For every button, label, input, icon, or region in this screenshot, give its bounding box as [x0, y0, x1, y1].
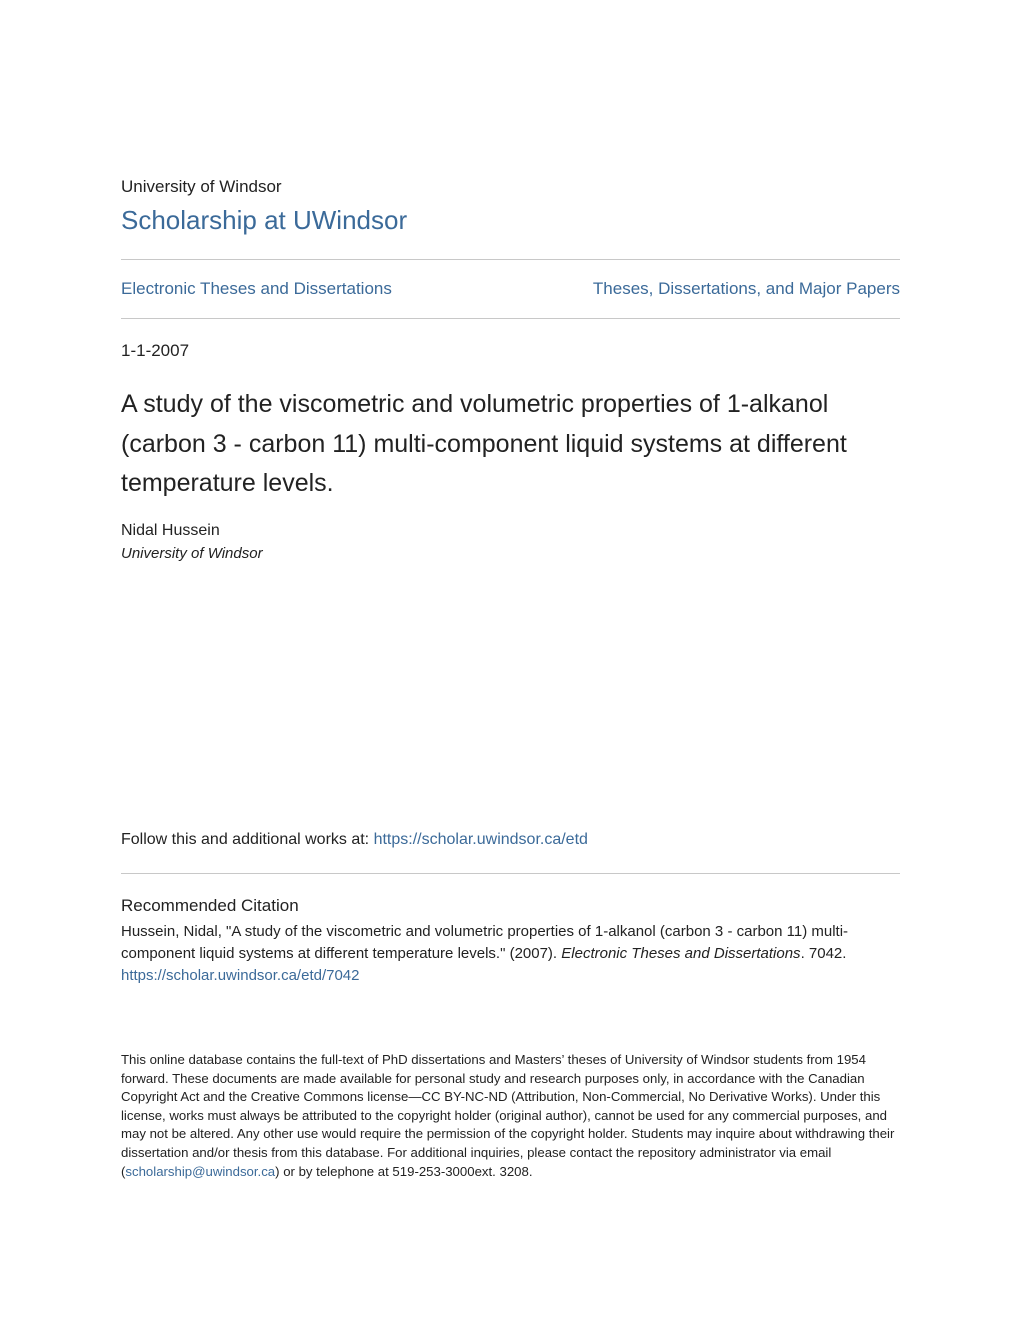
collections-bar: [121, 279, 900, 299]
author-name: Nidal Hussein: [121, 522, 220, 539]
divider-bottom: [121, 873, 900, 874]
institution-name: University of Windsor: [121, 177, 282, 196]
divider-middle: [121, 318, 900, 319]
notice-email-link[interactable]: scholarship@uwindsor.ca: [125, 1163, 276, 1179]
collection-link-parent[interactable]: Theses, Dissertations, and Major Papers: [592, 279, 900, 298]
author-affiliation: University of Windsor: [121, 545, 263, 562]
citation-heading: Recommended Citation: [121, 896, 299, 915]
copyright-notice: [121, 1051, 901, 1181]
divider-top: [121, 259, 900, 260]
document-title: A study of the viscometric and volumetric properties of 1-alkanol (carbon 3 - carbon 11) multi-component liquid systems at different temperature levels.: [121, 390, 847, 497]
citation-number: . 7042.: [800, 945, 847, 962]
citation-body: [121, 921, 901, 987]
repository-link[interactable]: Scholarship at UWindsor: [121, 205, 408, 235]
citation-journal: Electronic Theses and Dissertations: [561, 945, 801, 962]
collection-link-etd[interactable]: Electronic Theses and Dissertations: [121, 279, 392, 298]
follow-label: Follow this and additional works at:: [121, 831, 374, 848]
citation-link[interactable]: https://scholar.uwindsor.ca/etd/7042: [121, 967, 360, 984]
citation-text: Hussein, Nidal, "A study of the viscometric and volumetric properties of 1-alkanol (carbon 3 - carbon 11) multi-component liquid systems at different temperature levels." (2007).: [121, 923, 849, 962]
publication-date: 1-1-2007: [121, 341, 190, 360]
notice-text-end: ) or by telephone at 519-253-3000ext. 3208.: [275, 1163, 533, 1179]
follow-line: [121, 831, 588, 849]
notice-text: This online database contains the full-text of PhD dissertations and Masters’ theses of University of Windsor students from 1954 forward. These documents are made available for personal study and research purposes only, in accordance with the Canadian Copyright Act and the Creative Commons license—CC BY-NC-ND (Attribution, Non-Commercial, No Derivative Works). Under this license, works must always be attributed to the copyright holder (original author), cannot be used for any commercial purposes, and may not be altered. Any other use would require the permission of the copyright holder. Students may inquire about withdrawing their dissertation and/or thesis from this database. For additional inquiries, please contact the repository administrator via email (: [121, 1052, 895, 1179]
follow-link[interactable]: https://scholar.uwindsor.ca/etd: [373, 831, 588, 848]
